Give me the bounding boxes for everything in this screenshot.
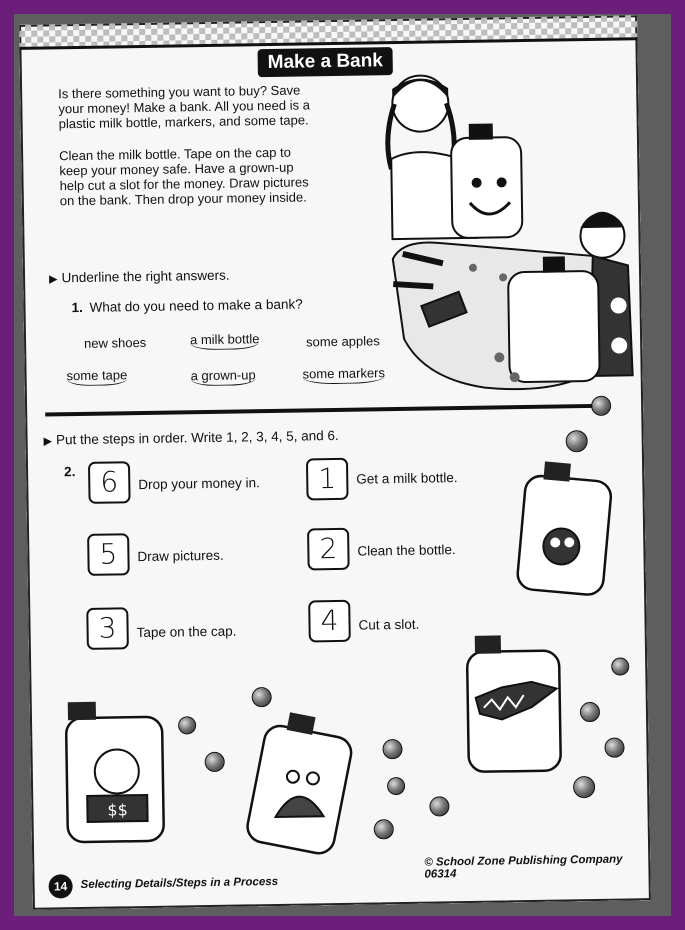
answer-option-underlined[interactable]: a milk bottle [190,331,260,350]
coin-icon [573,776,595,798]
coin-icon [580,702,600,722]
footer-copyright: © School Zone Publishing Company 06314 [424,853,623,881]
intro-line: on the bank. Then drop your money inside. [59,189,307,209]
answer-option-underlined[interactable]: a grown-up [191,367,256,386]
milk-bottle-bank-icon [244,706,356,858]
coin-icon [591,396,611,416]
step-text: Tape on the cap. [136,623,237,641]
step-number-box[interactable]: 3 [86,607,129,650]
triangle-bullet-icon: ▶ [43,435,53,448]
intro-line: help cut a slot for the money. Draw pictures [59,174,309,194]
coin-icon [178,716,196,734]
step-number-box[interactable]: 1 [306,458,349,501]
instruction-text: Underline the right answers. [61,267,230,286]
intro-paragraph-2 [59,144,360,209]
intro-line: Clean the milk bottle. Tape on the cap to [59,144,291,164]
milk-bottle-bank-icon [60,695,172,847]
coin-icon [604,737,624,757]
coin-icon [382,739,402,759]
milk-bottle-bank-icon [514,456,616,598]
answer-option-underlined[interactable]: some tape [66,367,127,386]
worksheet-page [19,15,651,910]
step-number-box[interactable]: 5 [87,533,130,576]
intro-paragraph-1 [58,82,359,132]
coin-icon [429,796,449,816]
part2-instruction [43,428,338,448]
step-text: Cut a slot. [358,616,420,633]
footer-section-label: Selecting Details/Steps in a Process [80,875,279,892]
instruction-text: Put the steps in order. Write 1, 2, 3, 4, 5, and 6. [55,427,339,448]
step-number-box[interactable]: 4 [308,600,351,643]
step-text: Clean the bottle. [357,542,456,559]
intro-line: your money! Make a bank. All you need is a [58,97,310,117]
page-number-badge: 14 [48,874,72,898]
question-2-number: 2. [63,464,76,480]
step-number-box[interactable]: 2 [307,528,350,571]
section-divider [45,404,601,417]
coin-icon [566,430,588,452]
question-1-text: What do you need to make a bank? [89,296,303,315]
step-text: Drop your money in. [138,475,260,493]
step-text: Draw pictures. [137,547,224,565]
page-title: Make a Bank [257,47,393,77]
triangle-bullet-icon: ▶ [48,273,58,286]
svg-text:$$: $$ [107,800,128,820]
kids-making-bank-illustration [360,55,635,399]
part1-instruction [49,268,230,286]
answer-option[interactable]: new shoes [83,334,147,351]
answer-option-underlined[interactable]: some markers [302,365,385,384]
intro-line: Is there something you want to buy? Save [58,82,301,102]
coin-icon [387,777,405,795]
intro-line: plastic milk bottle, markers, and some tape. [58,112,309,132]
step-number-box[interactable]: 6 [88,461,131,504]
coin-icon [205,752,225,772]
question-1-number: 1. [71,299,83,316]
intro-line: keep your money safe. Have a grown-up [59,159,294,179]
coin-icon [611,657,629,675]
step-text: Get a milk bottle. [356,470,458,487]
coin-icon [374,819,394,839]
milk-bottle-bank-icon [461,626,573,778]
answer-option[interactable]: some apples [305,333,380,350]
coin-icon [252,687,272,707]
